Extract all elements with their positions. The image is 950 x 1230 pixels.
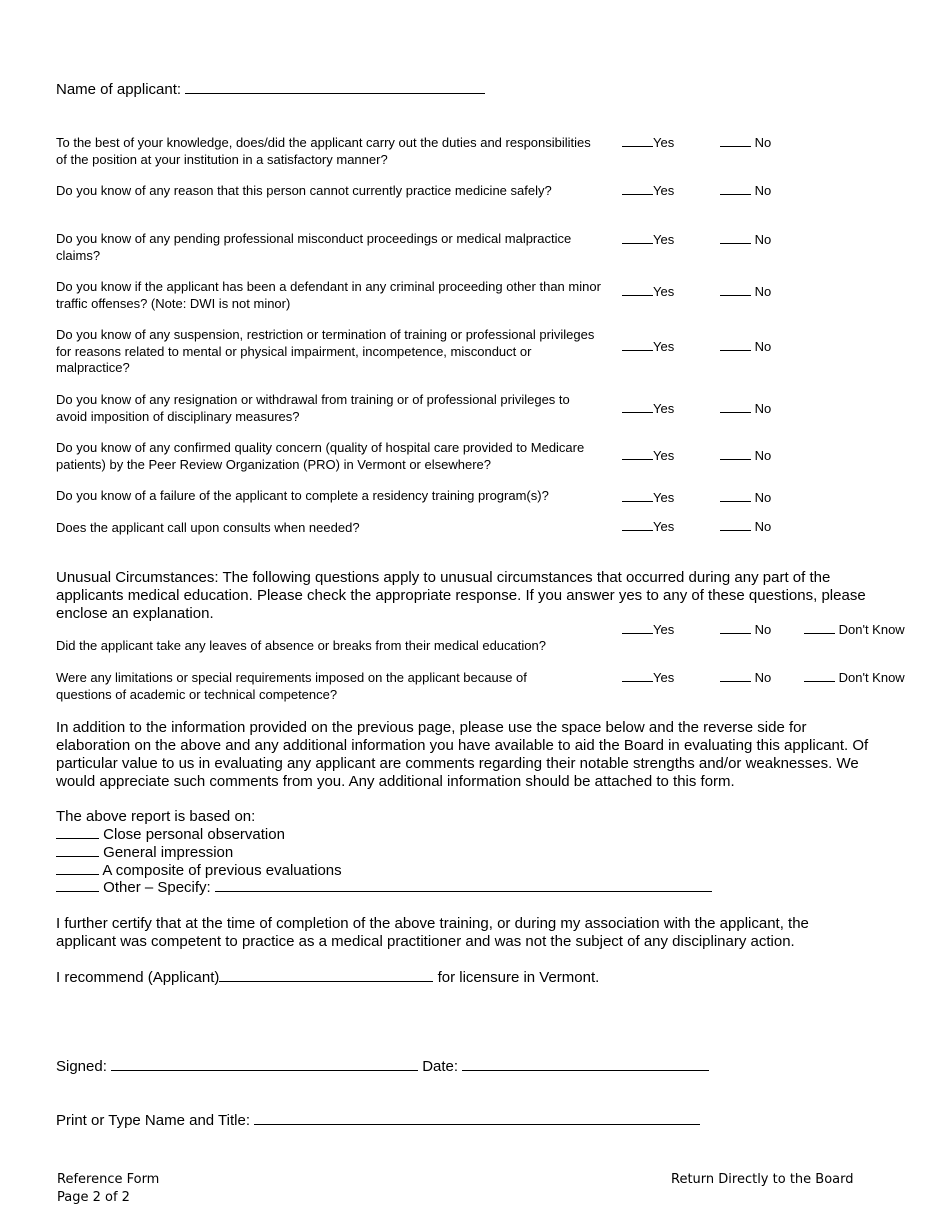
certification-paragraph: I further certify that at the time of completion of the above training, or during my association with the applicant, the applicant was competent to practice as a medical practitioner and was not the subject of any disciplinary action. (56, 915, 809, 950)
footer-return-note: Return Directly to the Board (671, 1172, 854, 1187)
yes-option[interactable]: Yes (622, 622, 674, 639)
signature-row (56, 1058, 709, 1076)
recommend-prefix: I recommend (Applicant) (56, 969, 220, 986)
yes-option[interactable]: Yes (622, 339, 674, 356)
dont-know-option[interactable]: Don't Know (804, 622, 905, 639)
signed-label: Signed: (56, 1058, 107, 1075)
no-option[interactable]: No (720, 490, 771, 507)
question-text: Do you know of any confirmed quality concern (quality of hospital care provided to Medicare patients) by the Peer Review Organization (PRO) in Vermont or elsewhere? (56, 440, 585, 472)
question-text: To the best of your knowledge, does/did the applicant carry out the duties and responsibilities of the position at your institution in a satisfactory manner? (56, 135, 591, 167)
question-text: Did the applicant take any leaves of absence or breaks from their medical education? (56, 638, 546, 653)
yes-option[interactable]: Yes (622, 490, 674, 507)
question-text: Do you know of any reason that this person cannot currently practice medicine safely? (56, 183, 552, 198)
signed-field[interactable] (111, 1058, 418, 1071)
print-name-row (56, 1112, 700, 1130)
applicant-name-label: Name of applicant: (56, 81, 182, 98)
dont-know-option[interactable]: Don't Know (804, 670, 905, 687)
report-basis-option[interactable]: A composite of previous evaluations (56, 862, 342, 880)
other-specify-field[interactable] (215, 879, 712, 892)
yes-option[interactable]: Yes (622, 232, 674, 249)
question-text: Do you know of any pending professional misconduct proceedings or medical malpractice claims? (56, 231, 572, 263)
footer-page-number: Page 2 of 2 (57, 1190, 130, 1205)
footer-form-name: Reference Form (57, 1172, 160, 1187)
yes-option[interactable]: Yes (622, 183, 674, 200)
no-option[interactable]: No (720, 670, 771, 687)
yes-option[interactable]: Yes (622, 670, 674, 687)
question-text: Do you know of any resignation or withdrawal from training or of professional privileges to avoid imposition of disciplinary measures? (56, 392, 570, 424)
date-label: Date: (422, 1058, 459, 1075)
question-text: Were any limitations or special requirements imposed on the applicant because of questions of academic or technical competence? (56, 670, 527, 702)
no-option[interactable]: No (720, 622, 771, 639)
question-text: Do you know of a failure of the applicant to complete a residency training program(s)? (56, 488, 549, 503)
report-basis-option[interactable]: General impression (56, 844, 233, 862)
no-option[interactable]: No (720, 232, 771, 249)
yes-option[interactable]: Yes (622, 135, 674, 152)
applicant-name-field[interactable] (185, 92, 485, 94)
yes-option[interactable]: Yes (622, 519, 674, 536)
recommend-row (56, 969, 599, 987)
report-basis-option[interactable]: Close personal observation (56, 826, 285, 844)
question-text: Does the applicant call upon consults when needed? (56, 520, 360, 535)
no-option[interactable]: No (720, 448, 771, 465)
additional-info-paragraph: In addition to the information provided on the previous page, please use the space below and the reverse side for elaboration on the above and any additional information you have available to aid the Board in evaluating this applicant. Of particular value to us in evaluating any applicant are comments regarding their notable strengths and/or weaknesses. We would appreciate such comments from you. Any additional information should be attached to this form. (56, 719, 869, 790)
print-name-field[interactable] (254, 1112, 700, 1125)
applicant-name-row (56, 81, 485, 99)
report-basis-option[interactable]: Other – Specify: (56, 879, 712, 897)
yes-option[interactable]: Yes (622, 401, 674, 418)
no-option[interactable]: No (720, 284, 771, 301)
no-option[interactable]: No (720, 519, 771, 536)
recommend-suffix: for licensure in Vermont. (437, 969, 600, 986)
yes-option[interactable]: Yes (622, 284, 674, 301)
recommend-applicant-field[interactable] (219, 969, 433, 982)
yes-option[interactable]: Yes (622, 448, 674, 465)
no-option[interactable]: No (720, 183, 771, 200)
date-field[interactable] (462, 1058, 709, 1071)
unusual-circumstances-intro: Unusual Circumstances: The following questions apply to unusual circumstances that occurred during any part of the applicants medical education. Please check the appropriate response. If you answer yes to any of these questions, please enclose an explanation. (56, 569, 866, 622)
question-text: Do you know of any suspension, restriction or termination of training or professional privileges for reasons related to mental or physical impairment, incompetence, misconduct or malpractice? (56, 327, 595, 375)
no-option[interactable]: No (720, 339, 771, 356)
report-basis-heading: The above report is based on: (56, 808, 256, 825)
question-text: Do you know if the applicant has been a defendant in any criminal proceeding other than minor traffic offenses? (Note: DWI is not minor) (56, 279, 601, 311)
print-name-label: Print or Type Name and Title: (56, 1112, 250, 1129)
no-option[interactable]: No (720, 401, 771, 418)
no-option[interactable]: No (720, 135, 771, 152)
